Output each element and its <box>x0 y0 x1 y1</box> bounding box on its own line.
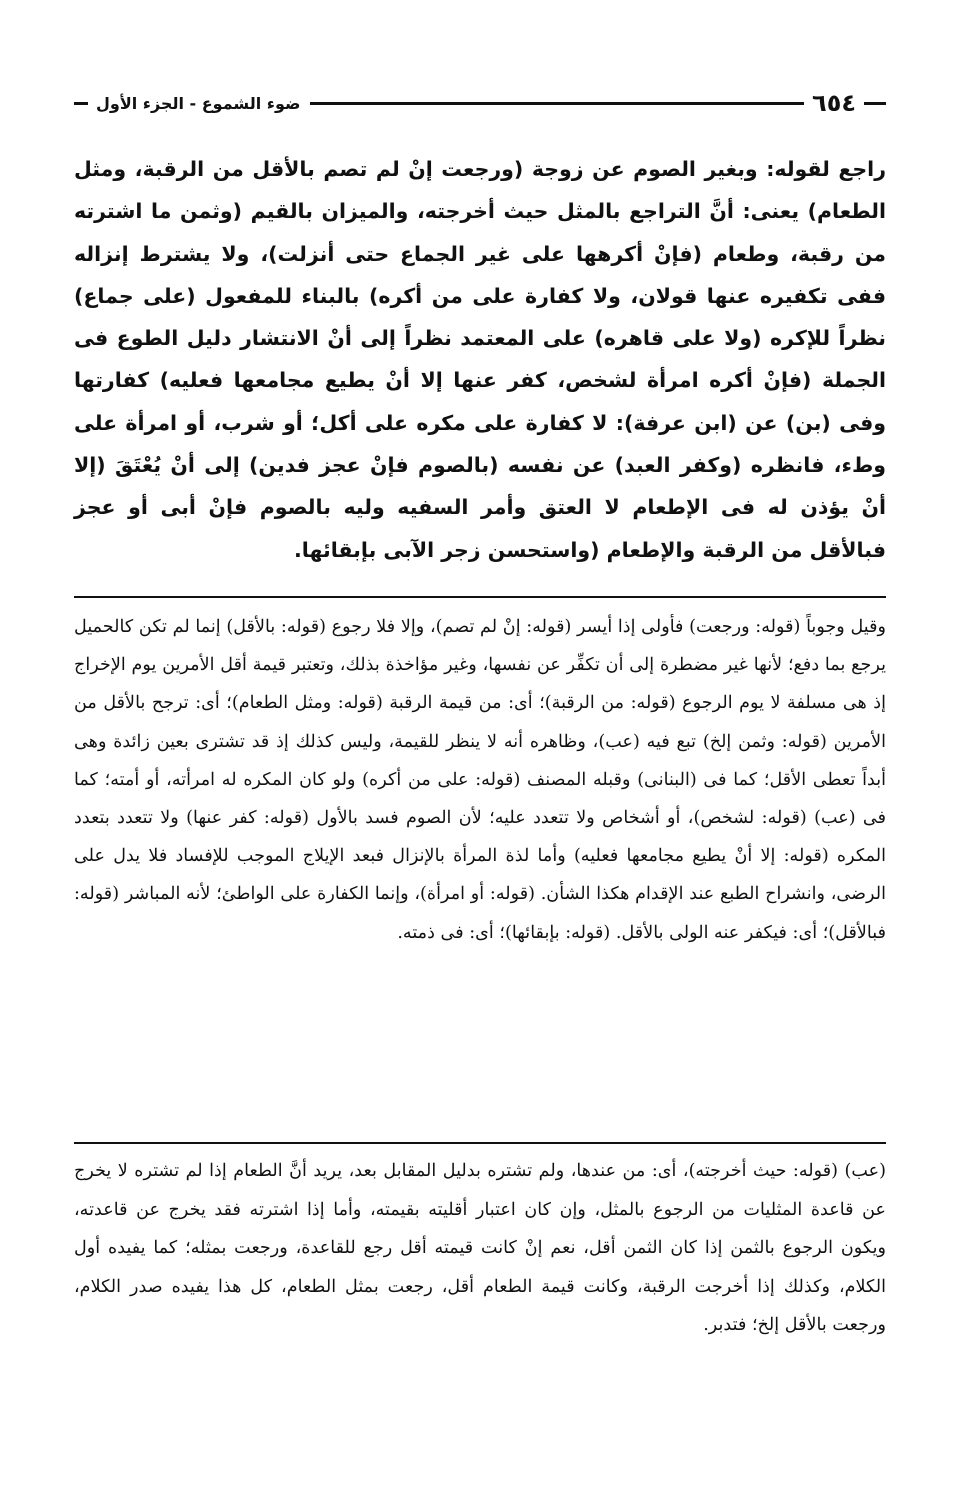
main-text-block <box>74 148 886 571</box>
book-page <box>74 86 886 1466</box>
header-rule <box>864 102 886 105</box>
main-text-paragraph: راجع لقوله: وبغير الصوم عن زوجة (ورجعت إنْ لم تصم بالأقل من الرقبة، ومثل الطعام) يعنى: أنَّ التراجع بالمثل حيث أخرجته، والميزان بالقيم (وثمن ما اشترته من رقبة، وطعام (فإنْ أكرهها على غير الجماع حتى أنزلت)، ولا يشترط إنزاله ففى تكفيره عنها قولان، ولا كفارة على من أكره) بالبناء للمفعول (على جماع) نظراً للإكره (ولا على قاهره) على المعتمد نظراً إلى أنْ الانتشار دليل الطوع فى الجملة (فإنْ أكره امرأة لشخص، كفر عنها إلا أنْ يطيع مجامعها فعليه) كفارتها وفى (بن) عن (ابن عرفة): لا كفارة على مكره على أكل؛ أو شرب، أو امرأة على وطء، فانظره (وكفر العبد) عن نفسه (بالصوم فإنْ عجز فدين) إلى أنْ يُعْتَقَ (إلا أنْ يؤذن له فى الإطعام لا العتق وأمر السفيه وليه بالصوم فإنْ أبى أو عجز فبالأقل من الرقبة والإطعام (واستحسن زجر الآبى بإبقائها. <box>74 157 886 562</box>
section-divider <box>74 596 886 598</box>
book-title: ضوء الشموع - الجزء الأول <box>96 93 301 113</box>
notes-paragraph: (عب) (قوله: حيث أخرجته)، أى: من عندها، ولم تشتره بدليل المقابل بعد، يريد أنَّ الطعام إذا لم تشتره لا يخرج عن قاعدة المثليات من الرجوع بالمثل، وإن كان اعتبار أقليته بقيمته، وأما إذا اشترته فقد يخرج عن قاعدته، ويكون الرجوع بالثمن إذا كان الثمن أقل، نعم إنْ كانت قيمته أقل رجع للقاعدة، ورجعت بمثله؛ كما يفيده أول الكلام، وكذلك إذا أخرجت الرقبة، وكانت قيمة الطعام أقل، رجعت بمثل الطعام، كل هذا يفيده صدر الكلام، ورجعت بالأقل إلخ؛ فتدبر. <box>74 1161 886 1336</box>
page-number: ٦٥٤ <box>812 89 856 117</box>
header-rule <box>310 102 804 105</box>
commentary-paragraph: وقيل وجوباً (قوله: ورجعت) فأولى إذا أيسر (قوله: إنْ لم تصم)، وإلا فلا رجوع (قوله: بالأقل) إنما لم تكن كالحميل يرجع بما دفع؛ لأنها غير مضطرة إلى أن تكفِّر عن نفسها، وغير مؤاخذة بذلك، وتعتبر قيمة أقل الأمرين يوم الإخراج إذ هى مسلفة لا يوم الرجوع (قوله: من الرقبة)؛ أى: من قيمة الرقبة (قوله: ومثل الطعام)؛ أى: ترجح بالأقل من الأمرين (قوله: وثمن إلخ) تبع فيه (عب)، وظاهره أنه لا ينظر للقيمة، وليس كذلك إذ قد تشترى بعين زائدة وهى أبداً تعطى الأقل؛ كما فى (البنانى) وقبله المصنف (قوله: على من أكره) ولو كان المكره له امرأته، أو أمته؛ كما فى (عب) (قوله: لشخص)، أو أشخاص ولا تتعدد عليه؛ لأن الصوم فسد بالأول (قوله: كفر عنها) ولا تتعدد بتعدد المكره (قوله: إلا أنْ يطيع مجامعها فعليه) وأما لذة المرأة بالإنزال فبعد الإيلاج الموجب للإفساد فلا يدل على الرضى، وانشراح الطبع عند الإقدام هكذا الشأن. (قوله: أو امرأة)، وإنما الكفارة على الواطئ؛ لأنه المباشر (قوله: فبالأقل)؛ أى: فيكفر عنه الولى بالأقل. (قوله: بإبقائها)؛ أى: فى ذمته. <box>74 617 886 943</box>
running-header <box>74 86 886 120</box>
commentary-block <box>74 608 886 952</box>
header-rule <box>74 102 88 105</box>
section-divider <box>74 1142 886 1144</box>
notes-block <box>74 1152 886 1345</box>
